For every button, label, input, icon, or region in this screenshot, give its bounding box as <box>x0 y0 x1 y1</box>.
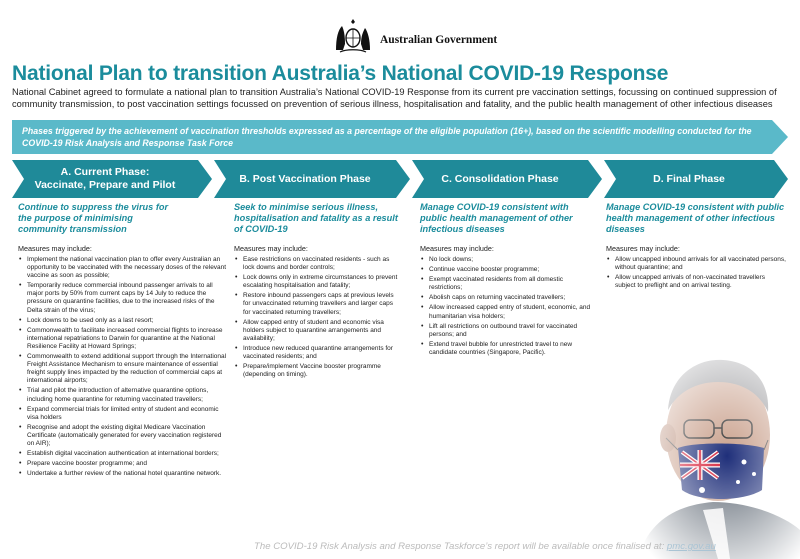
list-item: • Temporarily reduce commercial inbound passenger arrivals to all major ports by 50% from current caps by 14 July to reduce the pressure on quarantine facilities, due to the increased risks of the Delta strain of the virus; <box>18 282 228 314</box>
tab-phase-c <box>412 160 602 198</box>
list-item: • Expand commercial trials for limited entry of student and economic visa holders <box>18 406 228 422</box>
phase-c-label: C. Consolidation Phase <box>441 172 559 185</box>
phase-a-heading: Continue to suppress the virus for the purpose of minimising community transmission <box>18 202 169 234</box>
footer-text: The COVID-19 Risk Analysis and Response Taskforce’s report will be available once finalised at: <box>254 541 665 552</box>
phase-b-measures-intro: Measures may include: <box>234 244 308 253</box>
list-item: • Implement the national vaccination plan to offer every Australian an opportunity to be vaccinated with the necessary doses of the relevant vaccine as soon as possible; <box>18 256 228 280</box>
thresholds-banner <box>12 120 788 154</box>
list-item: • Continue vaccine booster programme; <box>420 266 596 274</box>
list-item: • Restore inbound passengers caps at previous levels for unvaccinated returning travellers and larger caps for vaccinated returning travellers; <box>234 292 402 316</box>
phase-b-column <box>234 202 402 381</box>
phase-c-heading: Manage COVID-19 consistent with public health management of other infectious diseases <box>420 202 573 234</box>
list-item: • Extend travel bubble for unrestricted travel to new candidate countries (Singapore, Pacific). <box>420 341 596 357</box>
list-item: • Commonwealth to facilitate increased commercial flights to increase international repatriations to Darwin for quarantine at the National Resilience Facility at Howard Springs; <box>18 327 228 351</box>
footer-note <box>254 541 716 552</box>
list-item: • Allow uncapped arrivals of non-vaccinated travellers subject to preflight and on arrival testing. <box>606 274 786 290</box>
phase-b-heading: Seek to minimise serious illness, hospitalisation and fatality as a result of COVID-19 <box>234 202 398 234</box>
phase-d-label: D. Final Phase <box>653 172 725 185</box>
banner-text: Phases triggered by the achievement of vaccination thresholds expressed as a percentage of the eligible population (16+), based on the scientific modelling conducted for the COVID-19 Risk Analysis and Response Task Force <box>22 126 752 148</box>
page-header <box>0 0 800 58</box>
list-item: • Exempt vaccinated residents from all domestic restrictions; <box>420 276 596 292</box>
tab-phase-d <box>604 160 788 198</box>
phase-b-label: B. Post Vaccination Phase <box>239 172 371 185</box>
phase-d-measures-list <box>606 256 786 290</box>
phase-c-measures-intro: Measures may include: <box>420 244 494 253</box>
person-photo <box>618 330 800 559</box>
list-item: • Introduce new reduced quarantine arrangements for vaccinated residents; and <box>234 345 402 361</box>
coat-of-arms-icon <box>330 18 376 56</box>
phase-b-measures-list <box>234 256 402 379</box>
phase-d-measures-intro: Measures may include: <box>606 244 680 253</box>
list-item: • Commonwealth to extend additional support through the International Freight Assistance Mechanism to ensure maintenance of essential freight supply lines impacted by the reduction of commercial caps at international airports; <box>18 353 228 385</box>
list-item: • Prepare/implement Vaccine booster programme (depending on timing). <box>234 363 402 379</box>
phase-d-heading: Manage COVID-19 consistent with public health management of other infectious diseases <box>606 202 785 234</box>
list-item: • Lock downs only in extreme circumstances to prevent escalating hospitalisation and fatality; <box>234 274 402 290</box>
list-item: • Recognise and adopt the existing digital Medicare Vaccination Certificate (automatically generated for every vaccination registered on AIR); <box>18 424 228 448</box>
list-item: • Establish digital vaccination authentication at international borders; <box>18 450 228 458</box>
phase-a-column <box>18 202 228 480</box>
list-item: • Allow increased capped entry of student, economic, and humanitarian visa holders; <box>420 304 596 320</box>
phase-a-measures-list <box>18 256 228 478</box>
list-item: • Lift all restrictions on outbound travel for vaccinated persons; and <box>420 323 596 339</box>
list-item: • Ease restrictions on vaccinated residents - such as lock downs and border controls; <box>234 256 402 272</box>
list-item: • Abolish caps on returning vaccinated travellers; <box>420 294 596 302</box>
tab-phase-b <box>214 160 410 198</box>
list-item: • No lock downs; <box>420 256 596 264</box>
phase-d-column <box>606 202 786 292</box>
list-item: • Undertake a further review of the national hotel quarantine network. <box>18 470 228 478</box>
intro-paragraph: National Cabinet agreed to formulate a national plan to transition Australia’s National COVID-19 Response from its current pre vaccination settings, focussing on continued suppression of community transmission, to post vaccination settings focussed on prevention of serious illness, hospitalisation and fatality, and the public health management of other infectious diseases <box>12 87 777 109</box>
page-title: National Plan to transition Australia’s National COVID-19 Response <box>12 62 669 85</box>
tab-phase-a <box>12 160 212 198</box>
list-item: • Lock downs to be used only as a last resort; <box>18 317 228 325</box>
list-item: • Allow uncapped inbound arrivals for all vaccinated persons, without quarantine; and <box>606 256 786 272</box>
list-item: • Prepare vaccine booster programme; and <box>18 460 228 468</box>
government-name: Australian Government <box>380 34 498 46</box>
pmc-link[interactable]: pmc.gov.au <box>666 541 716 552</box>
list-item: • Allow capped entry of student and economic visa holders subject to quarantine arrangements and availability; <box>234 319 402 343</box>
phase-c-column <box>420 202 596 359</box>
phase-c-measures-list <box>420 256 596 357</box>
list-item: • Trial and pilot the introduction of alternative quarantine options, including home quarantine for returning vaccinated travellers; <box>18 387 228 403</box>
phase-a-label: A. Current Phase: Vaccinate, Prepare and Pilot <box>34 166 176 191</box>
phase-a-measures-intro: Measures may include: <box>18 244 92 253</box>
